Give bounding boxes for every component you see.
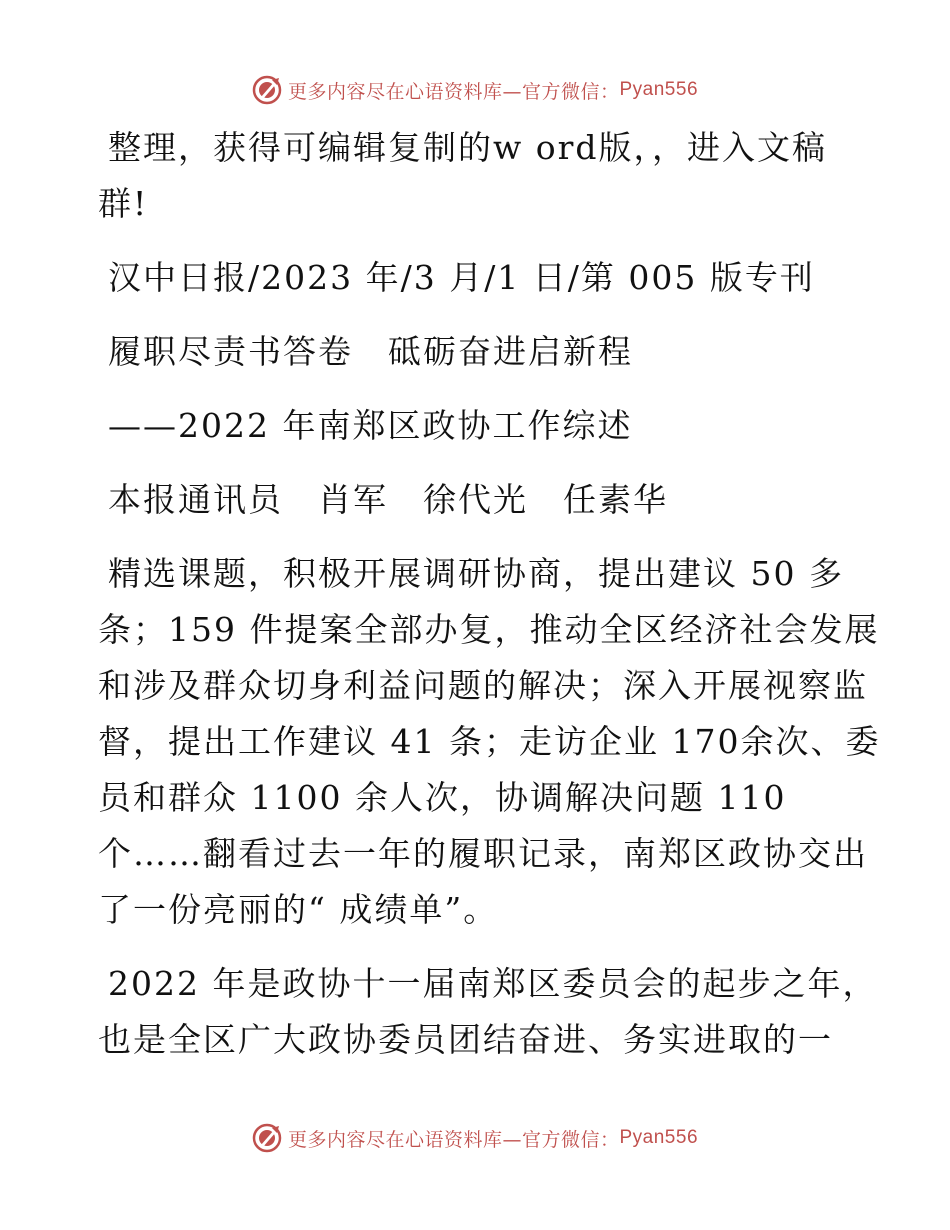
- source-line: 汉中日报/2023 年/3 月/1 日/第 005 版专刊: [108, 258, 815, 297]
- article-title: 履职尽责书答卷 砥砺奋进启新程: [108, 332, 633, 371]
- document-body: [98, 120, 881, 1068]
- paragraph-1-line-2: 条；159 件提案全部办复，推动全区经济社会发展: [98, 610, 880, 649]
- quill-logo-icon: [252, 1123, 282, 1153]
- paragraph-1-line-3: 和涉及群众切身利益问题的解决；深入开展视察监: [98, 666, 868, 705]
- paragraph-1-line-1: 精选课题，积极开展调研协商，提出建议 50 多: [108, 554, 844, 593]
- watermark-text: 更多内容尽在心语资料库—官方微信：: [287, 1128, 620, 1151]
- quill-logo-icon: [252, 75, 282, 105]
- byline: 本报通讯员 肖军 徐代光 任素华: [108, 480, 668, 519]
- intro-line-2: 群!: [98, 184, 149, 223]
- header-watermark: [0, 70, 950, 110]
- footer-watermark: [0, 1118, 950, 1158]
- watermark-text: 更多内容尽在心语资料库—官方微信：: [287, 80, 620, 103]
- paragraph-1-line-5: 员和群众 1100 余人次，协调解决问题 110: [98, 778, 787, 817]
- paragraph-2-line-1: 2022 年是政协十一届南郑区委员会的起步之年，: [108, 964, 878, 1003]
- article-subtitle: ——2022 年南郑区政协工作综述: [108, 406, 633, 445]
- paragraph-1-line-7: 了一份亮丽的“ 成绩单”。: [98, 890, 499, 929]
- watermark-wechat-id: Pyan556: [619, 79, 699, 100]
- paragraph-1-line-6: 个……翻看过去一年的履职记录，南郑区政协交出: [98, 834, 868, 873]
- paragraph-2-line-2: 也是全区广大政协委员团结奋进、务实进取的一: [98, 1020, 833, 1059]
- paragraph-1-line-4: 督，提出工作建议 41 条；走访企业 170余次、委: [98, 722, 881, 761]
- watermark-wechat-id: Pyan556: [619, 1127, 699, 1148]
- intro-line-1: 整理，获得可编辑复制的w ord版，，进入文稿: [108, 128, 828, 167]
